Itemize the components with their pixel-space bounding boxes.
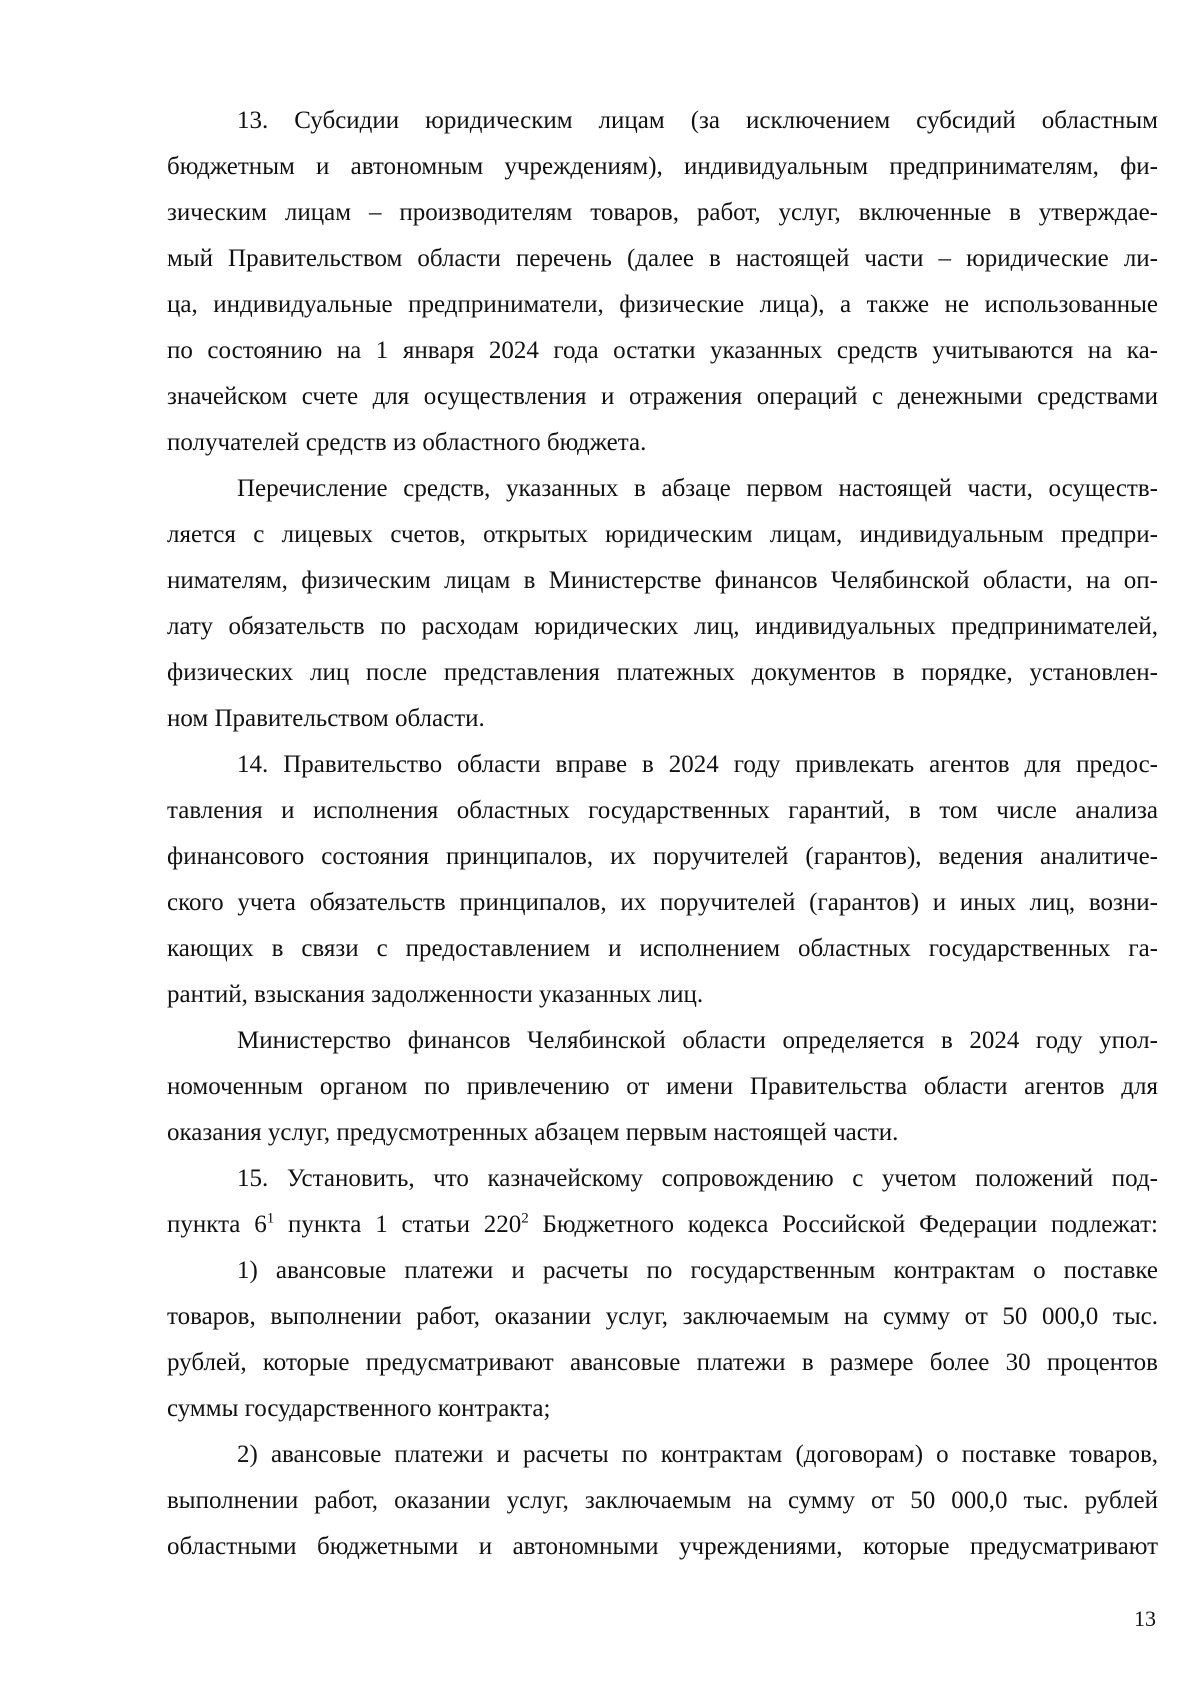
text-line: ляется с лицевых счетов, открытых юридическим лицам, индивидуальным предпри- (167, 521, 1158, 548)
text-line: бюджетным и автономным учреждениям), индивидуальным предпринимателям, фи- (167, 153, 1158, 180)
text-line: 2) авансовые платежи и расчеты по контрактам (договорам) о поставке товаров, (237, 1441, 1158, 1468)
text-line: суммы государственного контракта; (167, 1395, 551, 1422)
paragraph-14-second (167, 1018, 1158, 1156)
paragraph-13 (167, 98, 1158, 466)
text-line: областными бюджетными и автономными учреждениями, которые предусматривают (167, 1533, 1158, 1560)
text-fragment: пункта 1 статьи 220 (274, 1211, 522, 1238)
text-line: выполнении работ, оказании услуг, заключаемым на сумму от 50 000,0 тыс. рублей (167, 1487, 1158, 1514)
paragraph-15 (167, 1156, 1158, 1248)
text-line: Перечисление средств, указанных в абзаце первом настоящей части, осуществ- (237, 475, 1158, 502)
text-line: нимателям, физическим лицам в Министерстве финансов Челябинской области, на оп- (167, 567, 1158, 594)
list-item-1 (167, 1248, 1158, 1432)
text-line: номоченным органом по привлечению от имени Правительства области агентов для (167, 1073, 1158, 1100)
text-line: ном Правительством области. (167, 705, 485, 732)
text-line: значейском счете для осуществления и отражения операций с денежными средствами (167, 383, 1158, 410)
text-line: лату обязательств по расходам юридических лиц, индивидуальных предпринимателей, (167, 613, 1158, 640)
text-line: Министерство финансов Челябинской области определяется в 2024 году упол- (237, 1027, 1158, 1054)
text-line: кающих в связи с предоставлением и исполнением областных государственных га- (167, 935, 1158, 962)
text-line: финансового состояния принципалов, их поручителей (гарантов), ведения аналитиче- (167, 843, 1158, 870)
text-line: 14. Правительство области вправе в 2024 году привлекать агентов для предос- (237, 751, 1158, 778)
text-line: мый Правительством области перечень (далее в настоящей части – юридические ли- (167, 245, 1158, 272)
text-line: ца, индивидуальные предприниматели, физические лица), а также не использованные (167, 291, 1158, 318)
text-line: 13. Субсидии юридическим лицам (за исключением субсидий областным (237, 107, 1158, 134)
text-line: получателей средств из областного бюджета. (167, 429, 647, 456)
paragraph-13-second (167, 466, 1158, 742)
text-line (167, 1202, 1158, 1248)
list-item-2 (167, 1432, 1158, 1570)
text-line: товаров, выполнении работ, оказании услуг, заключаемым на сумму от 50 000,0 тыс. (167, 1303, 1158, 1330)
page-number: 13 (1134, 1606, 1156, 1631)
text-line: ского учета обязательств принципалов, их поручителей (гарантов) и иных лиц, возни- (167, 889, 1158, 916)
document-body (167, 98, 1158, 1570)
superscript: 2 (521, 1210, 529, 1227)
text-line: физических лиц после представления платежных документов в порядке, установлен- (167, 659, 1158, 686)
superscript: 1 (266, 1210, 275, 1227)
text-line: 1) авансовые платежи и расчеты по государственным контрактам о поставке (237, 1257, 1158, 1284)
text-fragment: Бюджетного кодекса Российской Федерации подлежат: (528, 1211, 1158, 1238)
text-line: тавления и исполнения областных государственных гарантий, в том числе анализа (167, 797, 1158, 824)
paragraph-14 (167, 742, 1158, 1018)
text-line: по состоянию на 1 января 2024 года остатки указанных средств учитываются на ка- (167, 337, 1158, 364)
text-line: рантий, взыскания задолженности указанных лиц. (167, 981, 704, 1008)
text-line: 15. Установить, что казначейскому сопровождению с учетом положений под- (237, 1165, 1158, 1192)
text-line: зическим лицам – производителям товаров, работ, услуг, включенные в утверждае- (167, 199, 1158, 226)
text-fragment: пункта 6 (167, 1211, 267, 1238)
text-line: оказания услуг, предусмотренных абзацем первым настоящей части. (167, 1119, 899, 1146)
text-line: рублей, которые предусматривают авансовые платежи в размере более 30 процентов (167, 1349, 1158, 1376)
